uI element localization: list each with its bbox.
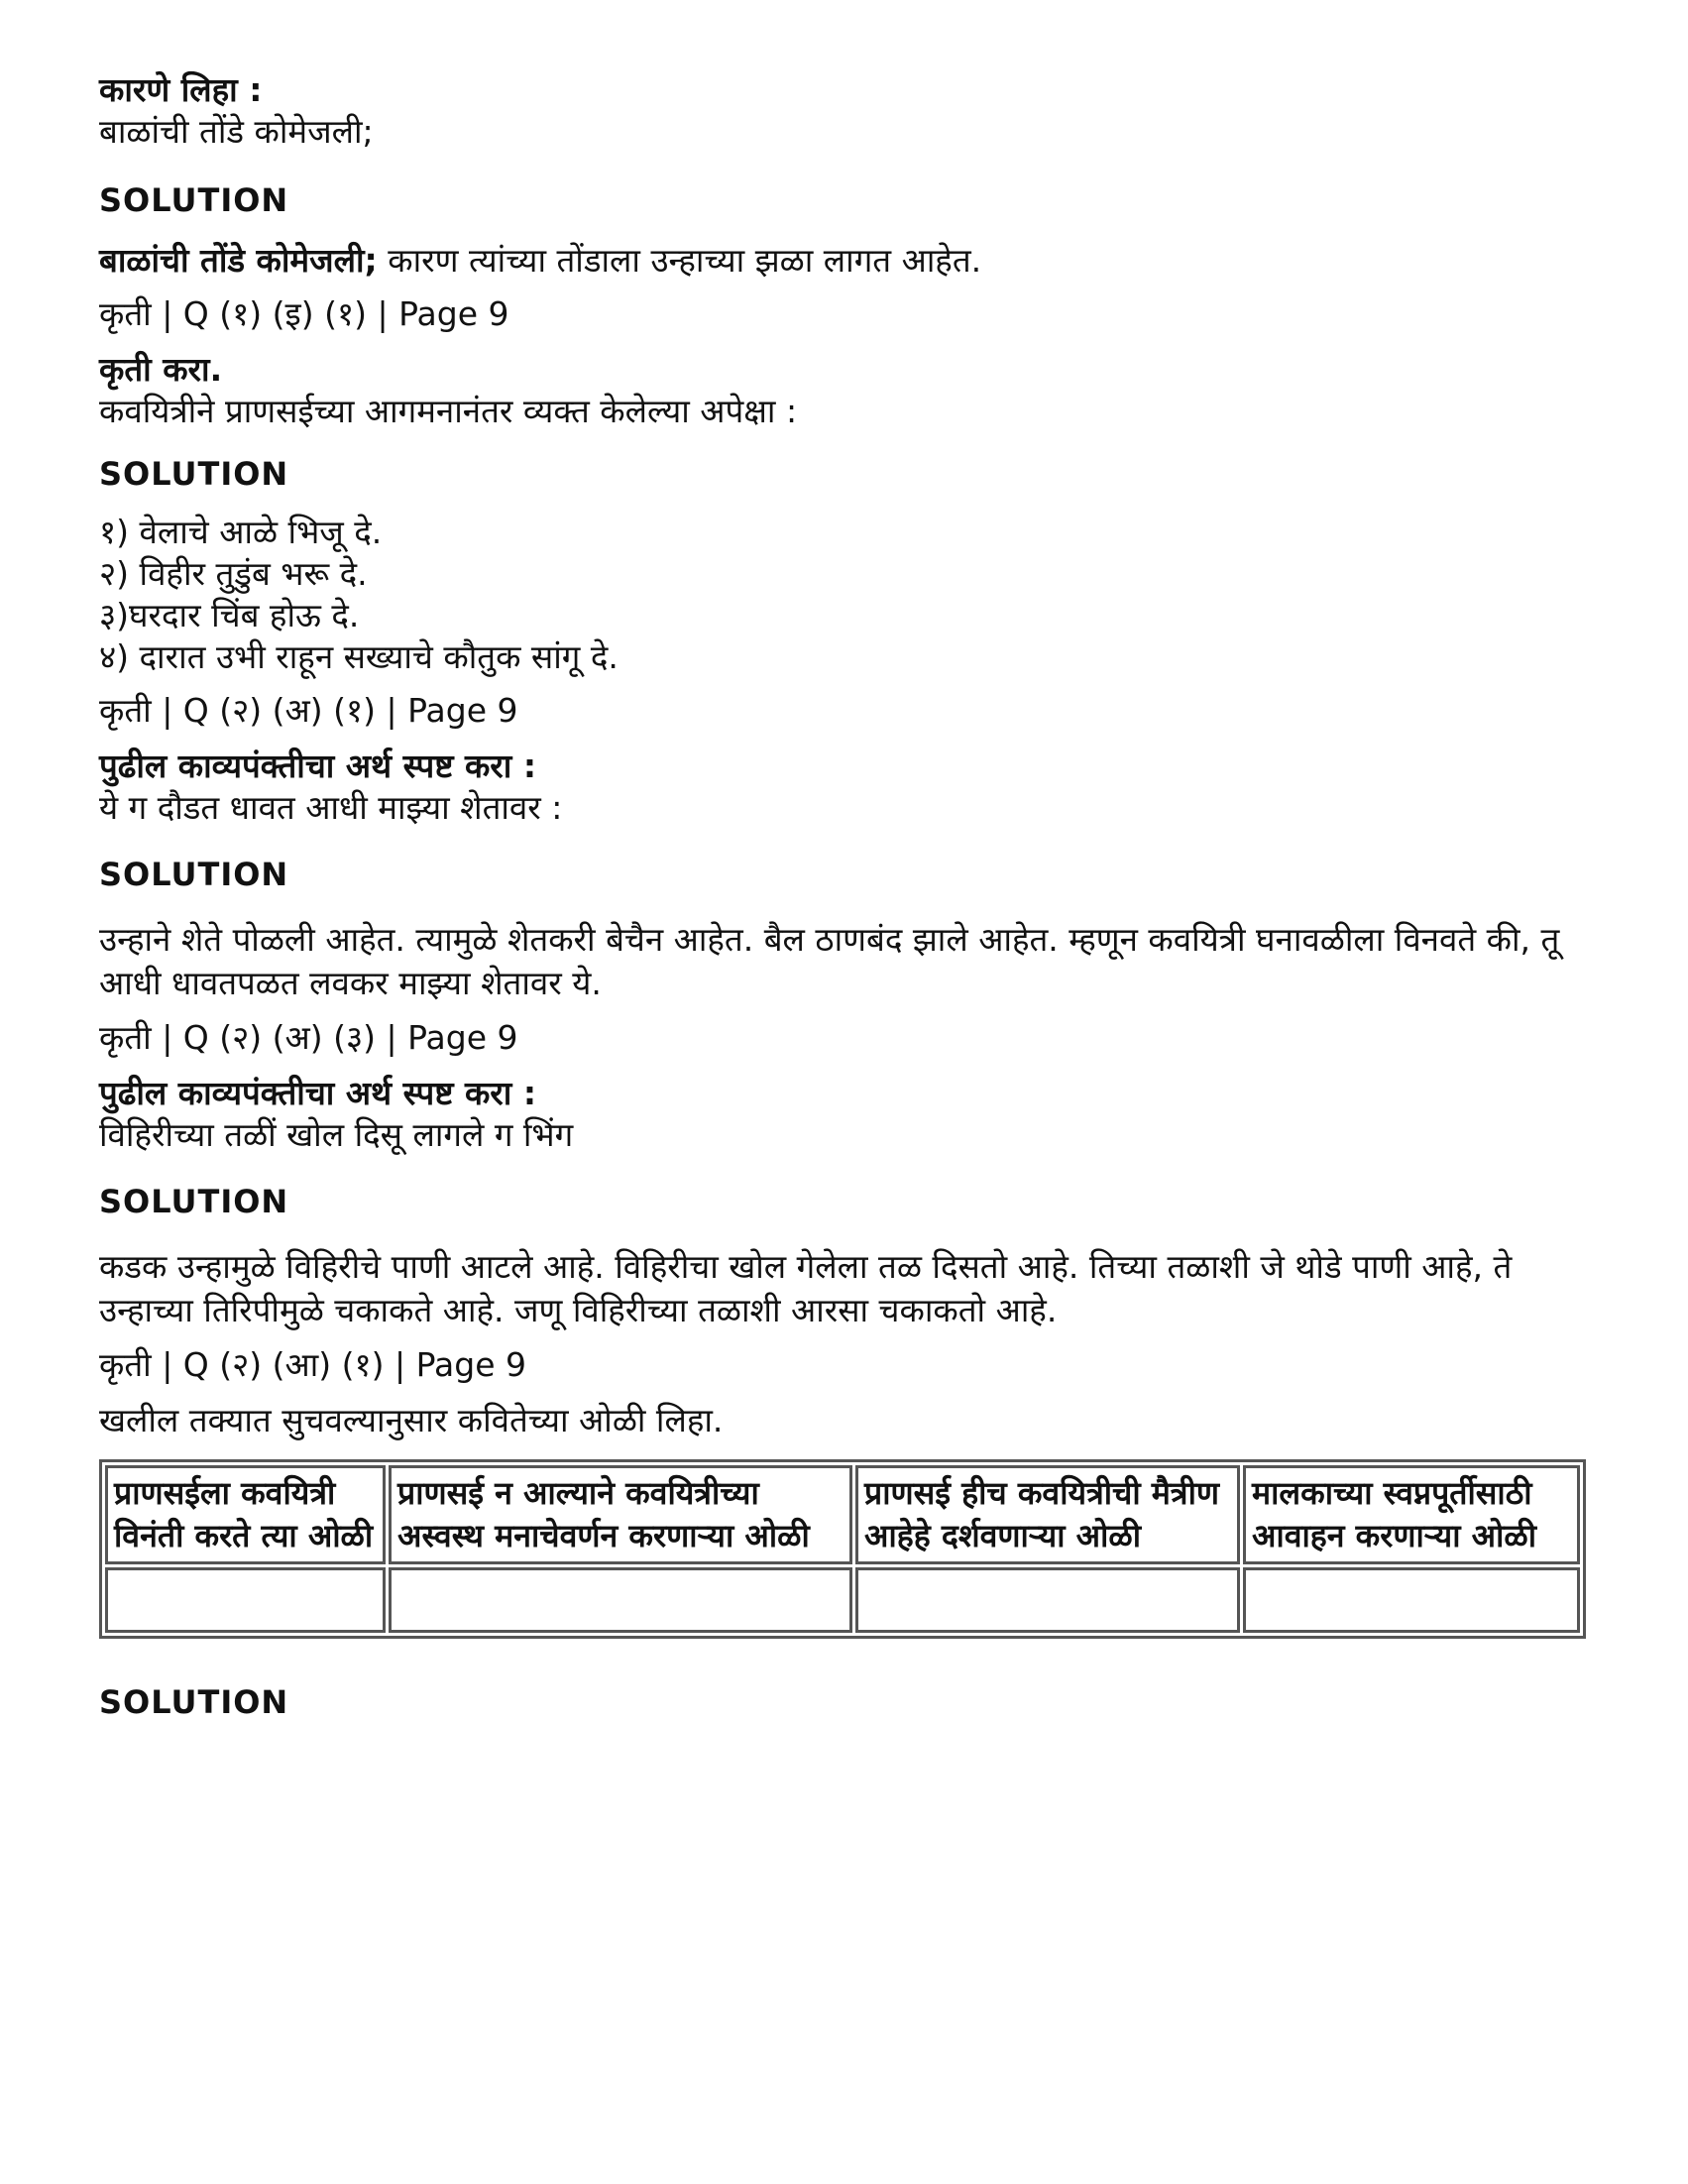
table-header-cell: प्राणसई न आल्याने कवयित्रीच्या अस्वस्थ मनाचेवर्णन करणाऱ्या ओळी [389,1465,852,1564]
document-page [99,69,1586,1722]
solution-answer: उन्हाने शेते पोळली आहेत. त्यामुळे शेतकरी बेचैन आहेत. बैल ठाणबंद झाले आहेत. म्हणून कवयित्री घनावळीला विनवते की, तू आधी धावतपळत लवकर माझ्या शेतावर ये. [99,920,1560,1002]
solution-label: SOLUTION [99,455,289,493]
question-heading: पुढील काव्यपंक्तीचा अर्थ स्पष्ट करा : [99,747,537,785]
table-cell [855,1567,1240,1633]
question-reference: कृती | Q (१) (इ) (१) | Page 9 [99,294,509,333]
question-heading: कृती करा. [99,350,223,389]
solution-label: SOLUTION [99,1183,289,1220]
answer-list-item: ३)घरदार चिंब होऊ दे. [99,596,360,634]
question-text: कवयित्रीने प्राणसईच्या आगमनानंतर व्यक्त केलेल्या अपेक्षा : [99,392,798,430]
table-row [105,1567,1580,1633]
table-header-cell: मालकाच्या स्वप्नपूर्तीसाठी आवाहन करणाऱ्या ओळी [1243,1465,1580,1564]
table-cell [105,1567,386,1633]
solution-label: SOLUTION [99,1683,289,1721]
solution-answer [99,240,1586,282]
question-reference: कृती | Q (२) (आ) (१) | Page 9 [99,1345,527,1384]
question-heading: कारणे लिहा : [99,70,263,109]
answer-list-item: २) विहीर तुडुंब भरू दे. [99,554,368,593]
table-header-row [105,1465,1580,1564]
answer-list-item: ४) दारात उभी राहून सख्याचे कौतुक सांगू दे. [99,637,619,676]
question-reference: कृती | Q (२) (अ) (१) | Page 9 [99,691,518,730]
answer-bold-lead: बाळांची तोंडे कोमेजली; [99,241,378,280]
question-reference: कृती | Q (२) (अ) (३) | Page 9 [99,1018,518,1057]
table-cell [1243,1567,1580,1633]
table-header-cell: प्राणसईला कवयित्री विनंती करते त्या ओळी [105,1465,386,1564]
table-header-cell: प्राणसई हीच कवयित्रीची मैत्रीण आहेहे दर्शवणाऱ्या ओळी [855,1465,1240,1564]
question-instruction: खलील तक्यात सुचवल्यानुसार कवितेच्या ओळी लिहा. [99,1401,724,1439]
answer-list-item: १) वेलाचे आळे भिजू दे. [99,513,383,551]
question-text: बाळांची तोंडे कोमेजली; [99,112,374,151]
solution-label: SOLUTION [99,856,289,893]
question-text: ये ग दौडत धावत आधी माझ्या शेतावर : [99,788,563,827]
question-text: विहिरीच्या तळीं खोल दिसू लागले ग भिंग [99,1115,574,1154]
answer-table [99,1459,1586,1639]
answer-text: कारण त्यांच्या तोंडाला उन्हाच्या झळा लागत आहेत. [377,241,982,280]
solution-answer: कडक उन्हामुळे विहिरीचे पाणी आटले आहे. विहिरीचा खोल गेलेला तळ दिसतो आहे. तिच्या तळाशी जे थोडे पाणी आहे, ते उन्हाच्या तिरिपीमुळे चकाकते आहे. जणू विहिरीच्या तळाशी आरसा चकाकतो आहे. [99,1247,1513,1329]
solution-label: SOLUTION [99,181,289,219]
question-heading: पुढील काव्यपंक्तीचा अर्थ स्पष्ट करा : [99,1074,537,1112]
table-cell [389,1567,852,1633]
